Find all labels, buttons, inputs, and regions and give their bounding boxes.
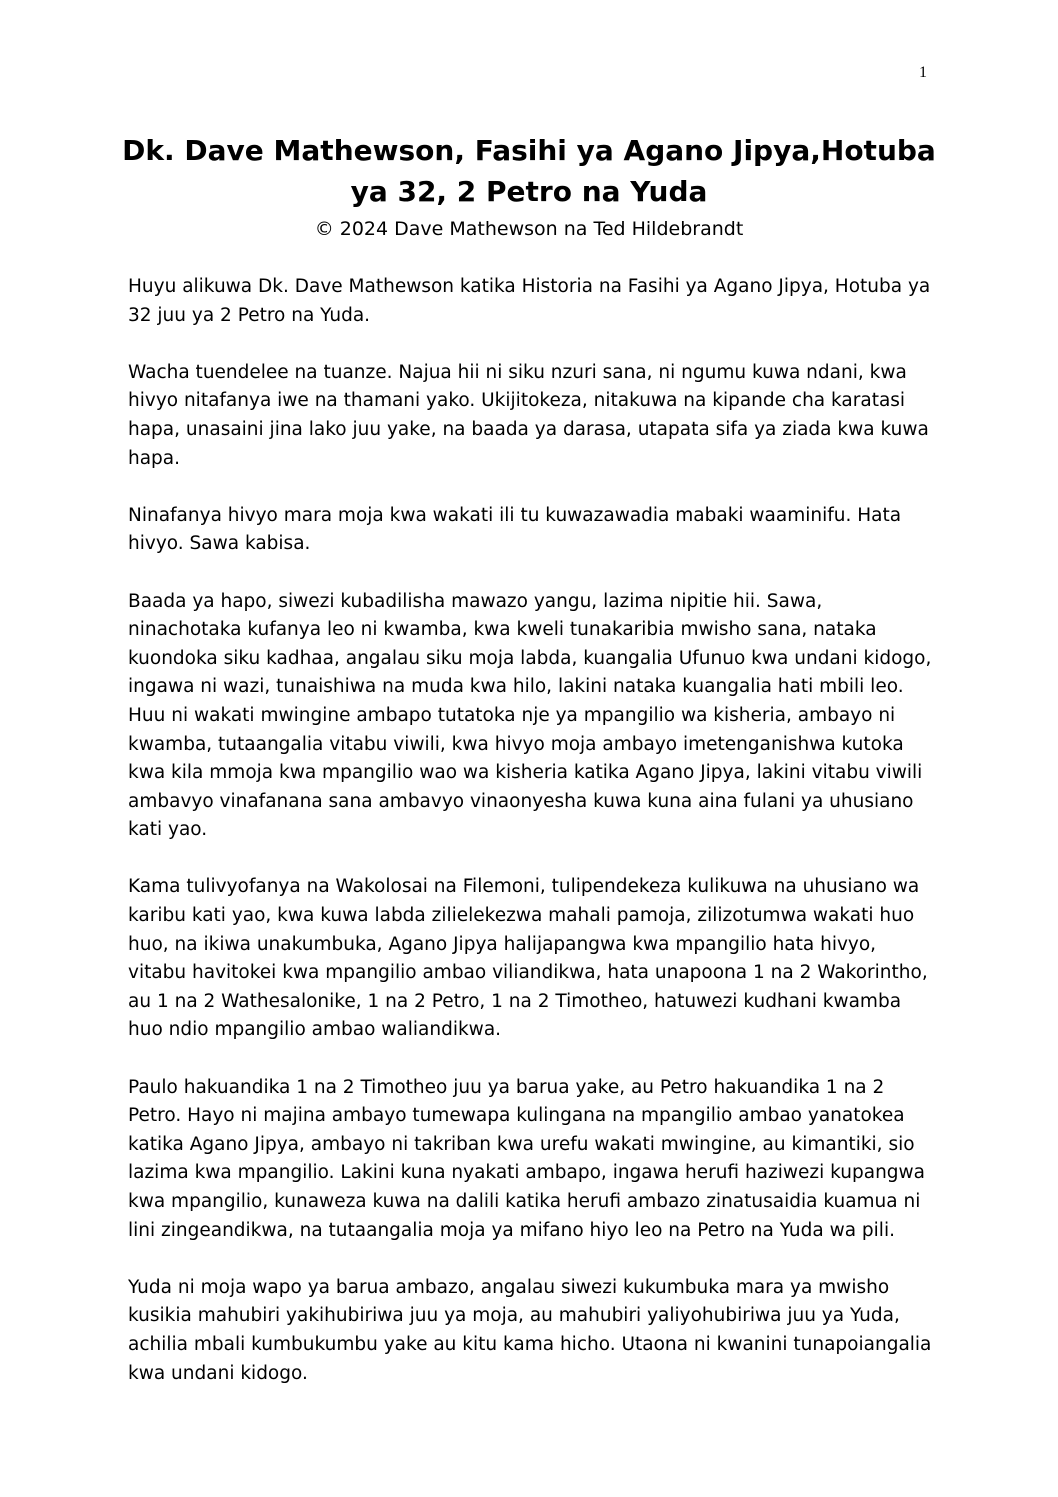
paragraph-5: Kama tulivyofanya na Wakolosai na Filemoni, tulipendekeza kulikuwa na uhusiano wa karibu kati yao, kwa kuwa labda zilielekezwa mahali pamoja, zilizotumwa wakati huo huo, na ikiwa unakumbuka, Agano Jipya halijapangwa kwa mpangilio hata hivyo, vitabu havitokei kwa mpangilio ambao viliandikwa, hata unapoona 1 na 2 Wakorintho, au 1 na 2 Wathesalonike, 1 na 2 Petro, 1 na 2 Timotheo, hatuwezi kudhani kwamba huo ndio mpangilio ambao waliandikwa. <box>128 876 928 1041</box>
paragraph-1: Huyu alikuwa Dk. Dave Mathewson katika Historia na Fasihi ya Agano Jipya, Hotuba ya 32 juu ya 2 Petro na Yuda. <box>128 276 931 326</box>
document-title <box>110 130 948 212</box>
title-line-1: Dk. Dave Mathewson, Fasihi ya Agano Jipya,Hotuba <box>122 134 936 167</box>
paragraph-6: Paulo hakuandika 1 na 2 Timotheo juu ya barua yake, au Petro hakuandika 1 na 2 Petro. Hayo ni majina ambayo tumewapa kulingana na mpangilio ambao yanatokea katika Agano Jipya, ambayo ni takriban kwa urefu wakati mwingine, au kimantiki, sio lazima kwa mpangilio. Lakini kuna nyakati ambapo, ingawa herufi haziwezi kupangwa kwa mpangilio, kunaweza kuwa na dalili katika herufi ambazo zinatusaidia kuamua ni lini zingeandikwa, na tutaangalia moja ya mifano hiyo leo na Petro na Yuda wa pili. <box>128 1076 925 1241</box>
header <box>110 130 948 242</box>
title-line-2: ya 32, 2 Petro na Yuda <box>350 175 708 208</box>
page-number: 1 <box>919 64 927 81</box>
paragraph-3: Ninafanya hivyo mara moja kwa wakati ili tu kuwazawadia mabaki waaminifu. Hata hivyo. Sawa kabisa. <box>128 504 902 555</box>
paragraph-7: Yuda ni moja wapo ya barua ambazo, angalau siwezi kukumbuka mara ya mwisho kusikia mahubiri yakihubiriwa juu ya moja, au mahubiri yaliyohubiriwa juu ya Yuda, achilia mbali kumbukumbu yake au kitu kama hicho. Utaona ni kwanini tunapoiangalia kwa undani kidogo. <box>128 1276 932 1384</box>
document-body <box>128 273 936 1417</box>
paragraph-4: Baada ya hapo, siwezi kubadilisha mawazo yangu, lazima nipitie hii. Sawa, ninachotaka kufanya leo ni kwamba, kwa kweli tunakaribia mwisho sana, nataka kuondoka siku kadhaa, angalau siku moja labda, kuangalia Ufunuo kwa undani kidogo, ingawa ni wazi, tunaishiwa na muda kwa hilo, lakini nataka kuangalia hati mbili leo. Huu ni wakati mwingine ambapo tutatoka nje ya mpangilio wa kisheria, ambayo ni kwamba, tutaangalia vitabu viwili, kwa hivyo moja ambayo imetenganishwa kutoka kwa kila mmoja kwa mpangilio wao wa kisheria katika Agano Jipya, lakini vitabu viwili ambavyo vinafanana sana ambavyo vinaonyesha kuwa kuna aina fulani ya uhusiano kati yao. <box>128 590 932 841</box>
paragraph-2: Wacha tuendelee na tuanze. Najua hii ni siku nzuri sana, ni ngumu kuwa ndani, kwa hivyo nitafanya iwe na thamani yako. Ukijitokeza, nitakuwa na kipande cha karatasi hapa, unasaini jina lako juu yake, na baada ya darasa, utapata sifa ya ziada kwa kuwa hapa. <box>128 361 929 469</box>
copyright-line: © 2024 Dave Mathewson na Ted Hildebrandt <box>314 218 744 240</box>
